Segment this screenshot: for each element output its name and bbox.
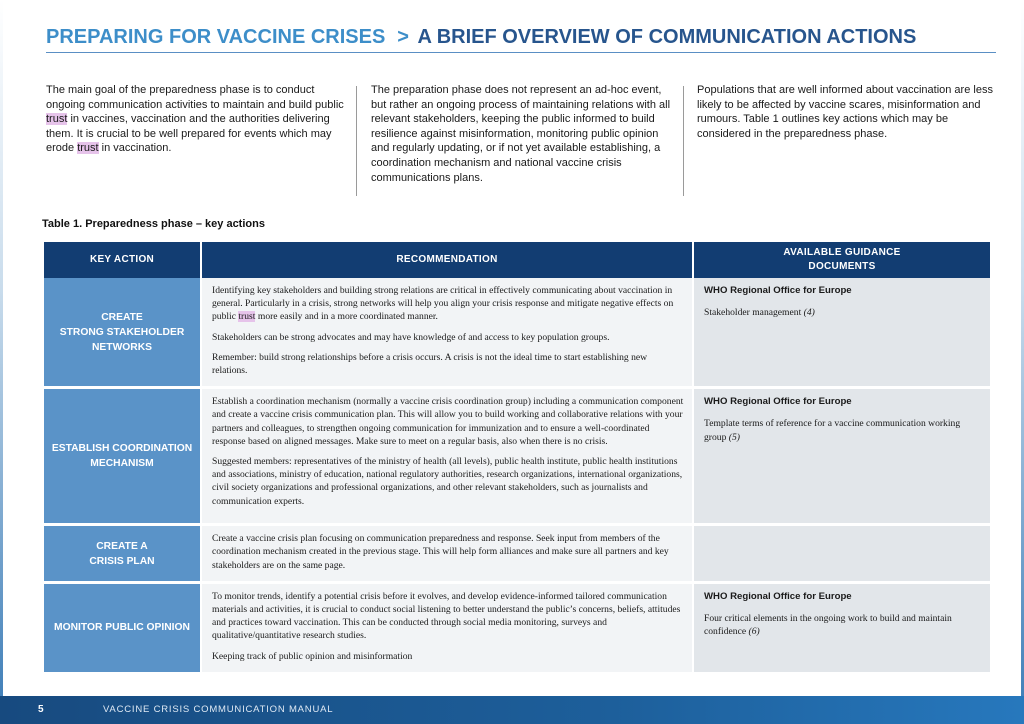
recommendation-paragraph: Keeping track of public opinion and misinformation	[212, 650, 413, 662]
intro-column-1: The main goal of the preparedness phase is to conduct ongoing communication activities to maintain and build public trust in vaccines, vaccination and the authorities delivering them. It is crucial to be well prepared for events which may erode trust in vaccination.	[46, 84, 344, 155]
column-divider	[683, 86, 684, 196]
table-header-row	[44, 242, 990, 278]
highlighted-term: trust	[46, 113, 68, 126]
recommendation-paragraph: To monitor trends, identify a potential crisis before it evolves, and develop evidence-informed tailored communication materials and activities, it is crucial to conduct social listening to better understand the public’s concerns, beliefs, attitudes and practices toward vaccination. This can be conducted through social media monitoring, surveys and qualitative/quantitative research studies.	[212, 590, 681, 642]
recommendation-paragraph: Suggested members: representatives of the ministry of health (all levels), public health institute, public health institutions and associations, ministry of education, national regulatory authorities, research organizations, international organizations, civil society organizations and professional organizations, and other relevant stakeholders, such as journalists and communication experts.	[212, 456, 683, 507]
recommendation-paragraph: Stakeholders can be strong advocates and may have knowledge of and access to key population groups.	[212, 331, 610, 343]
left-edge-bar	[0, 0, 3, 724]
reference-number: (5)	[728, 431, 740, 443]
guidance-cell	[694, 278, 990, 389]
guidance-organization: WHO Regional Office for Europe	[704, 396, 852, 408]
key-action-cell: ESTABLISH COORDINATION MECHANISM	[44, 389, 202, 526]
guidance-organization: WHO Regional Office for Europe	[704, 590, 852, 602]
table-row	[44, 526, 990, 584]
header-guidance: AVAILABLE GUIDANCE DOCUMENTS	[694, 242, 990, 278]
guidance-document: Stakeholder management (4)	[704, 307, 815, 319]
recommendation-paragraph: Create a vaccine crisis plan focusing on communication preparedness and response. Seek input from members of the coordination mechanism created in the previous stage. This will help form alliances and make sure all partners and key stakeholders are on the same page.	[212, 533, 669, 571]
reference-number: (4)	[803, 307, 815, 319]
key-actions-table	[44, 242, 990, 675]
header-separator: >	[397, 26, 409, 48]
guidance-document: Four critical elements in the ongoing work to build and maintain confidence (6)	[704, 613, 952, 638]
highlighted-term: trust	[238, 311, 256, 323]
intro-column-2: The preparation phase does not represent an ad-hoc event, but rather an ongoing process of maintaining relations with all relevant stakeholders, keeping the public informed to build resilience against misinformation, monitoring public opinion and regularly updating, or if not yet available establishing, a coordination mechanism and national vaccine crisis communications plans.	[371, 84, 671, 184]
table-row	[44, 278, 990, 389]
header-section-title: PREPARING FOR VACCINE CRISES	[46, 26, 386, 48]
table-row	[44, 584, 990, 675]
recommendation-cell	[202, 389, 694, 526]
footer-manual-title: VACCINE CRISIS COMMUNICATION MANUAL	[103, 704, 334, 715]
guidance-document: Template terms of reference for a vaccine communication working group (5)	[704, 418, 961, 443]
guidance-organization: WHO Regional Office for Europe	[704, 285, 852, 296]
recommendation-paragraph: Remember: build strong relationships before a crisis occurs. A crisis is not the ideal time to start establishing new relations.	[212, 351, 648, 377]
key-action-cell: MONITOR PUBLIC OPINION	[44, 584, 202, 675]
reference-number: (6)	[748, 626, 760, 638]
recommendation-paragraph: Identifying key stakeholders and building strong relations are critical in effectively communicating about vaccination in general. Particularly in a crisis, strong networks will help you align your crisis response and mitigate negative effects on public trust more easily and in a more coordinated manner.	[212, 285, 674, 323]
table-row	[44, 389, 990, 526]
guidance-cell	[694, 584, 990, 675]
page-number: 5	[38, 704, 44, 715]
page-header	[46, 25, 996, 53]
table-caption: Table 1. Preparedness phase – key actions	[42, 218, 265, 230]
recommendation-cell	[202, 584, 694, 675]
guidance-cell	[694, 526, 990, 584]
page-footer	[0, 696, 1024, 724]
recommendation-cell	[202, 278, 694, 389]
header-key-action: KEY ACTION	[44, 242, 202, 278]
recommendation-paragraph: Establish a coordination mechanism (normally a vaccine crisis coordination group) including a communication component and create a vaccine crisis communication plan. This will allow you to build working and collaborative relations with your partners and colleagues, to strengthen ongoing communication for immunization and to ensure a well-coordinated response based on aligned messages. Make sure to meet on a regular basis, also when there is no crisis.	[212, 396, 684, 447]
column-divider	[356, 86, 357, 196]
key-action-cell: CREATE STRONG STAKEHOLDER NETWORKS	[44, 278, 202, 389]
recommendation-cell	[202, 526, 694, 584]
intro-column-3: Populations that are well informed about vaccination are less likely to be affected by vaccine scares, misinformation and rumours. Table 1 outlines key actions which may be considered in the preparedness phase.	[697, 84, 993, 140]
header-page-title: A BRIEF OVERVIEW OF COMMUNICATION ACTIONS	[417, 26, 917, 48]
header-recommendation: RECOMMENDATION	[202, 242, 694, 278]
key-action-cell: CREATE A CRISIS PLAN	[44, 526, 202, 584]
highlighted-term: trust	[77, 142, 99, 155]
guidance-cell	[694, 389, 990, 526]
